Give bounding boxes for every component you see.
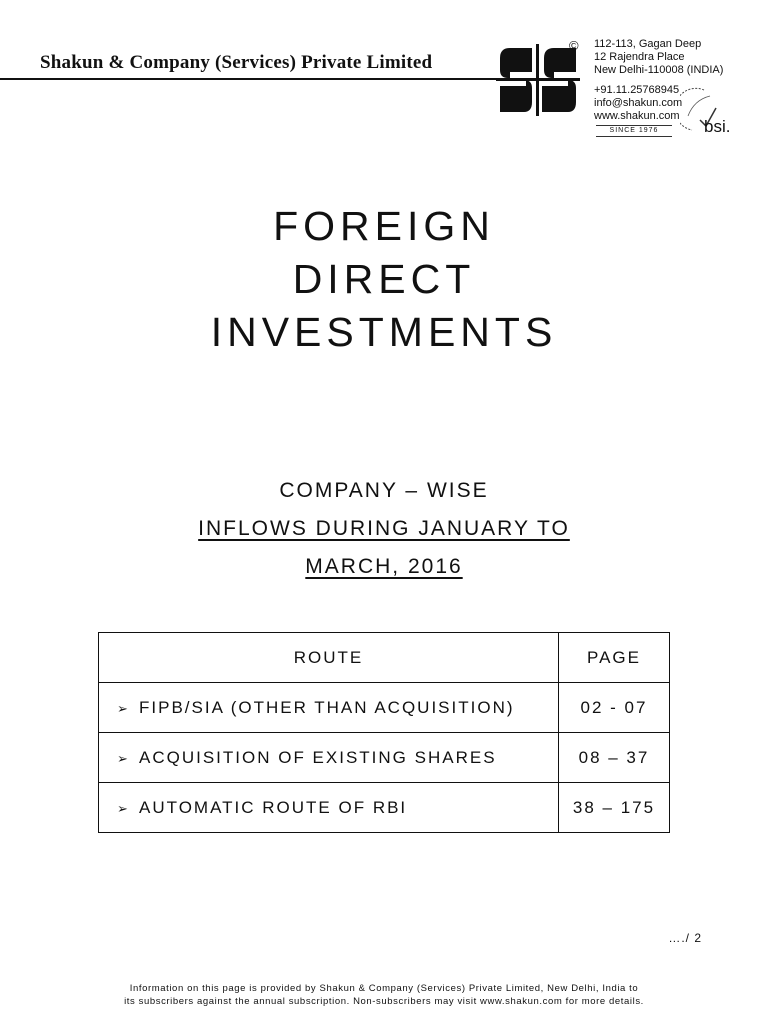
address-line: 12 Rajendra Place <box>594 51 685 63</box>
table-row <box>99 733 670 783</box>
subtitle-line: INFLOWS DURING JANUARY TO <box>198 517 570 540</box>
table-header-row <box>99 633 670 683</box>
footer-note <box>0 982 768 1008</box>
subtitle-line: COMPANY – WISE <box>279 479 489 502</box>
footer-line: its subscribers against the annual subscription. Non-subscribers may visit www.shakun.com for more details. <box>124 996 644 1007</box>
page-range: 02 - 07 <box>559 683 670 733</box>
column-header-route: ROUTE <box>99 633 559 683</box>
title-line: FOREIGN <box>273 203 495 249</box>
title-line: DIRECT <box>292 256 476 302</box>
route-name: FIPB/SIA (OTHER THAN ACQUISITION) <box>139 697 515 717</box>
address-line: New Delhi-110008 (INDIA) <box>594 64 724 76</box>
company-logo <box>496 42 580 118</box>
table-row <box>99 783 670 833</box>
footer-line: Information on this page is provided by Shakun & Company (Services) Private Limited, New Delhi, India to <box>129 983 639 994</box>
title-line: INVESTMENTS <box>210 309 558 355</box>
route-name: AUTOMATIC ROUTE OF RBI <box>139 797 408 817</box>
document-subtitle <box>0 472 768 586</box>
since-label: SINCE 1976 <box>596 125 672 137</box>
copyright-symbol: © <box>569 38 579 53</box>
address-line: 112-113, Gagan Deep <box>594 38 702 50</box>
bsi-certification-icon <box>680 86 736 138</box>
arrow-bullet-icon: ➢ <box>117 750 130 766</box>
route-name: ACQUISITION OF EXISTING SHARES <box>139 747 497 767</box>
routes-table <box>98 632 670 833</box>
column-header-page: PAGE <box>559 633 670 683</box>
document-title <box>0 200 768 359</box>
phone-number: +91.11.25768945 <box>594 84 680 96</box>
bsi-label: bsi. <box>704 117 731 136</box>
website-url: www.shakun.com <box>594 110 680 122</box>
page-range: 38 – 175 <box>559 783 670 833</box>
subtitle-line: MARCH, 2016 <box>305 555 463 578</box>
header-rule <box>0 78 500 80</box>
arrow-bullet-icon: ➢ <box>117 700 130 716</box>
page-marker: …./ 2 <box>668 931 702 945</box>
arrow-bullet-icon: ➢ <box>117 800 130 816</box>
table-row <box>99 683 670 733</box>
email-address: info@shakun.com <box>594 97 683 109</box>
page-range: 08 – 37 <box>559 733 670 783</box>
company-name: Shakun & Company (Services) Private Limited <box>40 52 433 73</box>
